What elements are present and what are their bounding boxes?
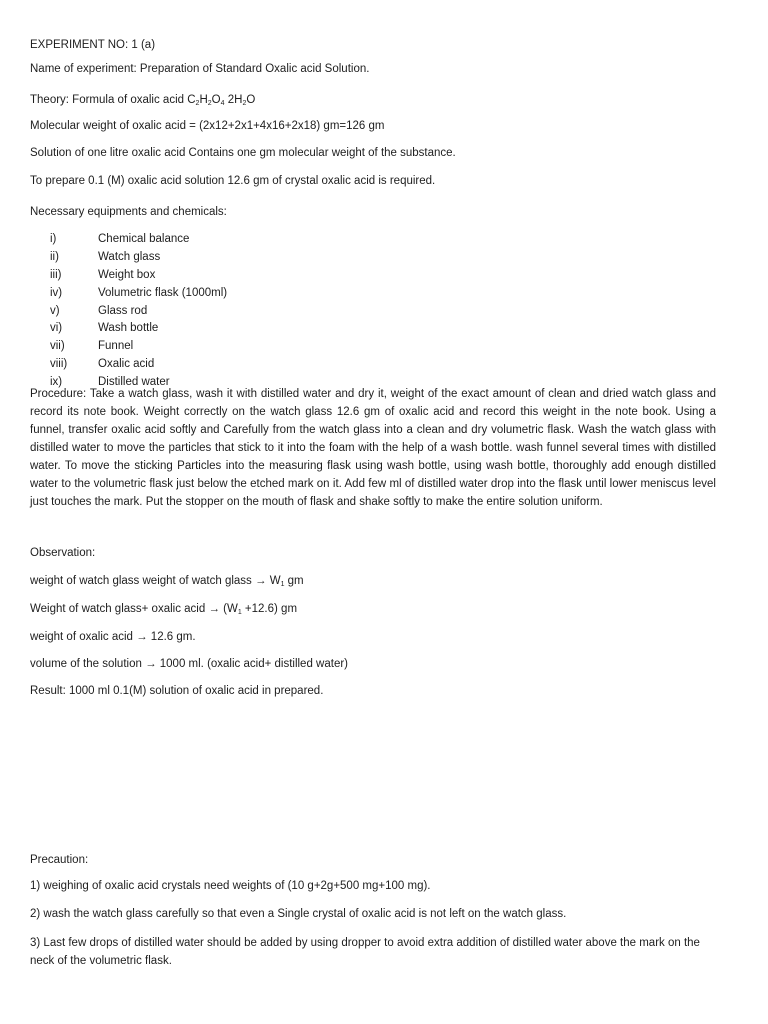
list-number: iii) <box>50 268 62 281</box>
list-number: viii) <box>50 358 68 371</box>
equipment-heading: Necessary equipments and chemicals: <box>30 206 227 218</box>
list-number: ii) <box>50 250 59 263</box>
observation-line-1 <box>30 574 304 588</box>
observation-line-2-sub: 1 <box>237 609 242 616</box>
observation-line-2-prefix: Weight of watch glass+ oxalic acid → (W <box>30 603 238 615</box>
theory-o-sub: 4 <box>220 100 225 107</box>
observation-line-3: weight of oxalic acid → 12.6 gm. <box>30 631 196 643</box>
list-text: Wash bottle <box>98 322 159 335</box>
list-number: ix) <box>50 376 63 389</box>
experiment-name: Name of experiment: Preparation of Standard Oxalic acid Solution. <box>30 63 370 75</box>
list-text: Funnel <box>98 340 134 353</box>
list-text: Volumetric flask (1000ml) <box>98 286 228 299</box>
observation-line-1-sub: 1 <box>280 581 285 588</box>
list-text: Glass rod <box>98 304 148 317</box>
procedure-paragraph: Procedure: Take a watch glass, wash it with distilled water and dry it, weight of the exact amount of clean and dried watch glass and record its note book. Weight correctly on the watch glass 12.6 gm of oxalic acid and record this weight in the note book. Using a funnel, transfer oxalic acid softly and Carefully from the watch glass into a clean and dry volumetric flask. Wash the watch glass with distilled water to move the particles that stick to it into the foam with the help of a wash bottle. wash funnel several times with distilled water. To move the sticking Particles into the measuring flask using wash bottle, using wash bottle, thoroughly add enough distilled water to the volumetric flask just below the etched mark on it. Add few ml of distilled water drop into the flask until lower meniscus level just touches the mark. Put the stopper on the mouth of flask and shake softly to make the entire solution uniform. <box>30 388 716 508</box>
list-item <box>30 338 430 356</box>
list-item <box>30 356 430 374</box>
theory-h-sub: 2 <box>207 100 212 107</box>
list-text: Distilled water <box>98 376 170 389</box>
list-text: Chemical balance <box>98 233 190 245</box>
observation-line-1-suffix: gm <box>284 575 304 587</box>
list-item <box>30 303 430 321</box>
theory-water-sub: 2 <box>242 100 247 107</box>
list-item <box>30 231 430 249</box>
precaution-item: 3) Last few drops of distilled water should be added by using dropper to avoid extra addition of distilled water above the mark on the neck of the volumetric flask. <box>30 937 700 967</box>
result-line: Result: 1000 ml 0.1(M) solution of oxalic acid in prepared. <box>30 685 324 697</box>
theory-o: O <box>211 94 221 106</box>
precaution-item: 2) wash the watch glass carefully so that even a Single crystal of oxalic acid is not left on the watch glass. <box>30 908 567 920</box>
observation-line-2 <box>30 602 297 616</box>
solution-statement: Solution of one litre oxalic acid Contains one gm molecular weight of the substance. <box>30 147 456 159</box>
theory-water-o: O <box>246 94 256 106</box>
list-item <box>30 320 430 338</box>
equipment-list <box>30 231 430 392</box>
list-number: vi) <box>50 322 63 335</box>
observation-heading: Observation: <box>30 547 96 559</box>
list-number: i) <box>50 233 57 245</box>
molecular-weight: Molecular weight of oxalic acid = (2x12+2x1+4x16+2x18) gm=126 gm <box>30 120 385 132</box>
observation-line-1-prefix: weight of watch glass weight of watch glass → W <box>30 575 281 587</box>
theory-c-sub: 2 <box>195 100 200 107</box>
precaution-item: 1) weighing of oxalic acid crystals need weights of (10 g+2g+500 mg+100 mg). <box>30 880 431 892</box>
prepare-statement: To prepare 0.1 (M) oxalic acid solution 12.6 gm of crystal oxalic acid is required. <box>30 175 436 187</box>
precaution-heading: Precaution: <box>30 854 89 866</box>
theory-prefix: Theory: Formula of oxalic acid C <box>30 94 196 106</box>
list-text: Oxalic acid <box>98 358 155 371</box>
list-item <box>30 267 430 285</box>
list-number: vii) <box>50 340 65 353</box>
list-number: iv) <box>50 286 63 299</box>
observation-line-2-suffix: +12.6) gm <box>241 603 298 615</box>
list-item <box>30 285 430 303</box>
list-text: Weight box <box>98 268 156 281</box>
experiment-number: EXPERIMENT NO: 1 (a) <box>30 39 156 51</box>
observation-line-4: volume of the solution → 1000 ml. (oxalic acid+ distilled water) <box>30 658 348 670</box>
theory-water: 2H <box>224 94 243 106</box>
list-text: Watch glass <box>98 250 161 263</box>
list-item <box>30 249 430 267</box>
theory-h: H <box>199 94 208 106</box>
theory-formula <box>30 93 255 107</box>
list-number: v) <box>50 304 60 317</box>
